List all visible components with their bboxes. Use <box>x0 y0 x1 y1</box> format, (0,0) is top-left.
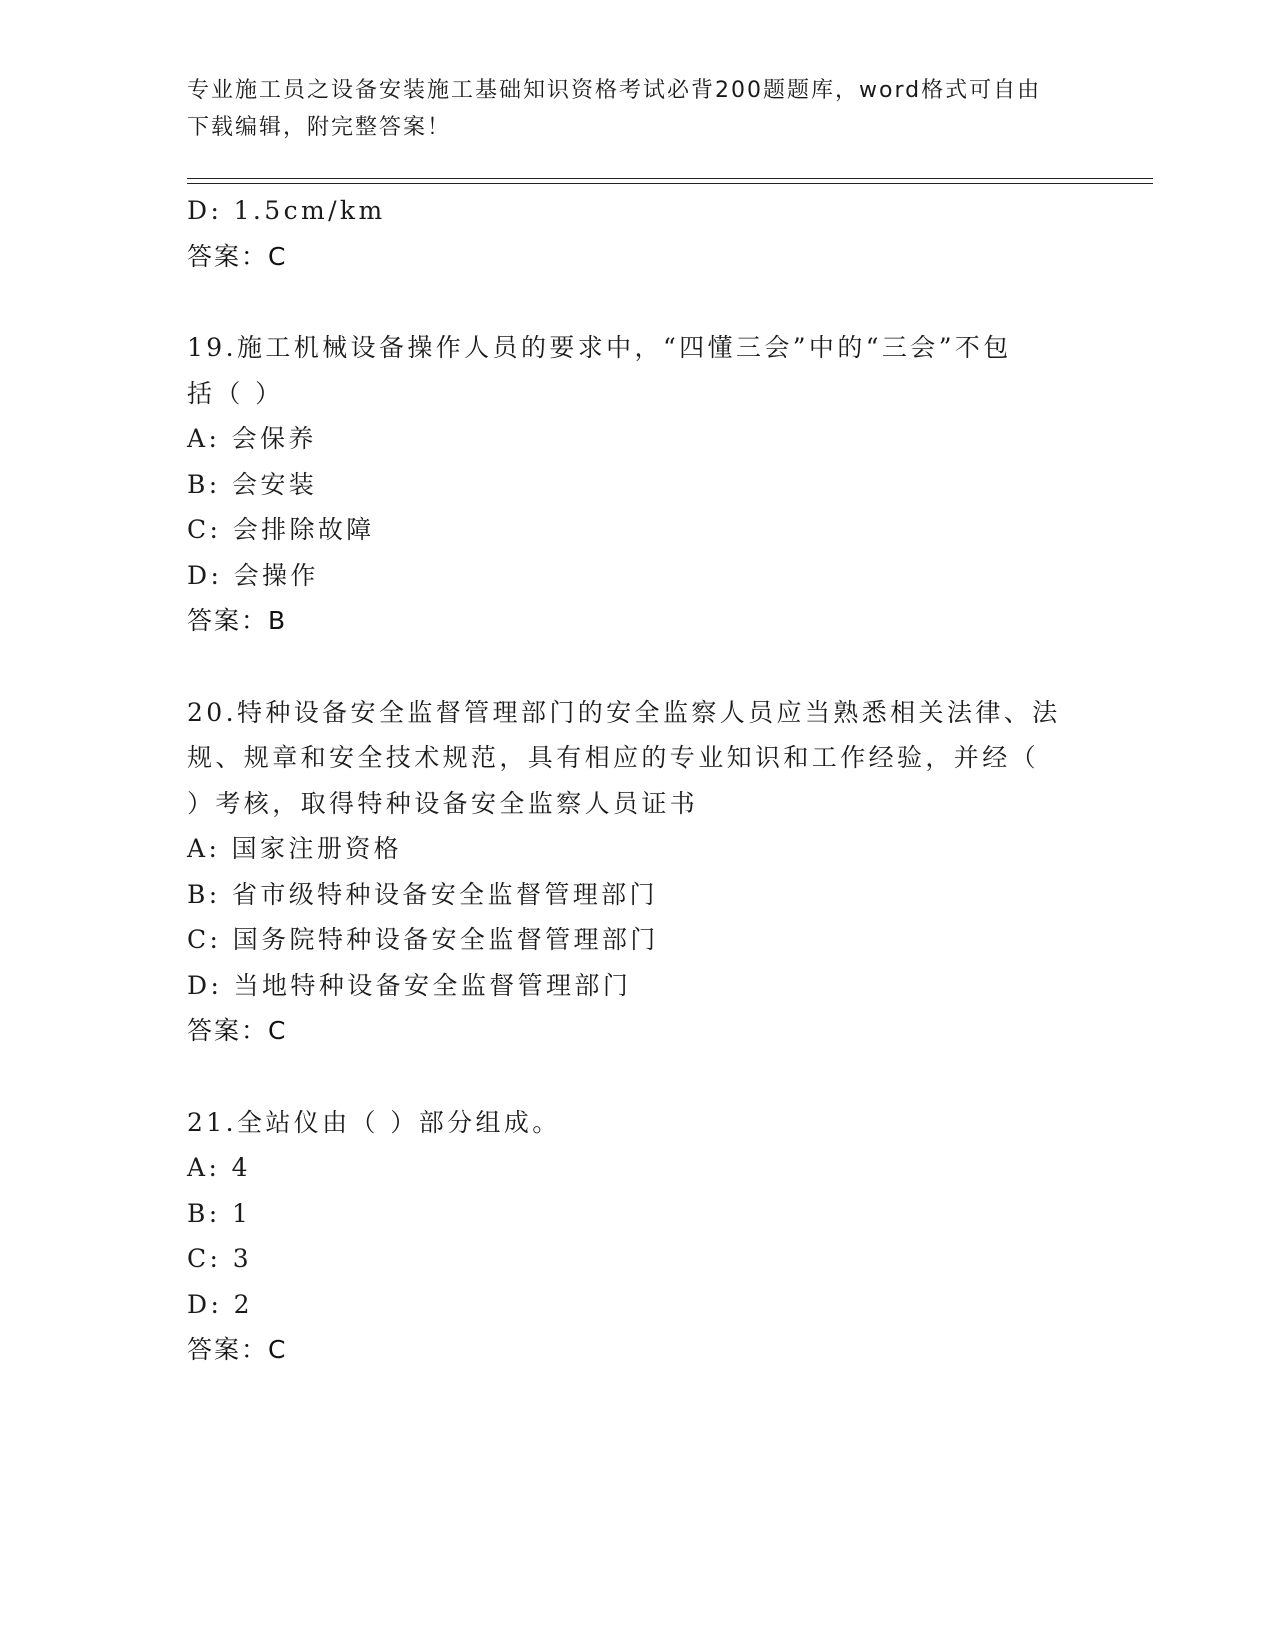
option-d: D: 1.5cm/km <box>187 196 386 225</box>
question-20 <box>187 690 1087 1054</box>
option-a: A: 会保养 <box>187 424 317 453</box>
question-text-line: 规、规章和安全技术规范，具有相应的专业知识和工作经验，并经（ <box>187 743 1040 772</box>
spacer <box>187 644 1087 690</box>
document-header <box>187 72 1067 146</box>
option-c: C: 国务院特种设备安全监督管理部门 <box>187 925 659 954</box>
option-b: B: 会安装 <box>187 469 318 499</box>
answer-line: 答案：B <box>187 606 288 635</box>
header-line-2: 下载编辑，附完整答案！ <box>187 115 452 140</box>
option-c: C: 会排除故障 <box>187 515 375 544</box>
option-a: A: 国家注册资格 <box>187 834 403 863</box>
header-line-1: 专业施工员之设备安装施工基础知识资格考试必背200题题库，word格式可自由 <box>187 78 1042 103</box>
question-text-line: ）考核，取得特种设备安全监察人员证书 <box>187 788 699 818</box>
spacer <box>187 279 1087 325</box>
spacer <box>187 1054 1087 1100</box>
answer-line: 答案：C <box>187 1335 288 1364</box>
question-text-line: 20.特种设备安全监督管理部门的安全监察人员应当熟悉相关法律、法 <box>187 697 1061 727</box>
option-a: A: 4 <box>187 1153 251 1182</box>
answer-line: 答案：C <box>187 1016 288 1045</box>
option-b: B: 1 <box>187 1198 252 1228</box>
question-21 <box>187 1100 1087 1373</box>
question-19 <box>187 325 1087 644</box>
previous-question-tail <box>187 188 1087 279</box>
option-c: C: 3 <box>187 1244 253 1273</box>
option-b: B: 省市级特种设备安全监督管理部门 <box>187 879 658 909</box>
option-d: D: 当地特种设备安全监督管理部门 <box>187 970 632 1000</box>
question-text-line: 括（ ） <box>187 378 284 408</box>
question-text-line: 21.全站仪由（ ）部分组成。 <box>187 1107 561 1137</box>
option-d: D: 会操作 <box>187 560 319 590</box>
document-body <box>187 188 1087 1373</box>
option-d: D: 2 <box>187 1289 253 1319</box>
header-divider-top <box>187 178 1153 179</box>
header-divider-bottom <box>187 183 1153 184</box>
answer-line: 答案：C <box>187 241 288 271</box>
question-text-line: 19.施工机械设备操作人员的要求中，“四懂三会”中的“三会”不包 <box>187 333 1012 362</box>
